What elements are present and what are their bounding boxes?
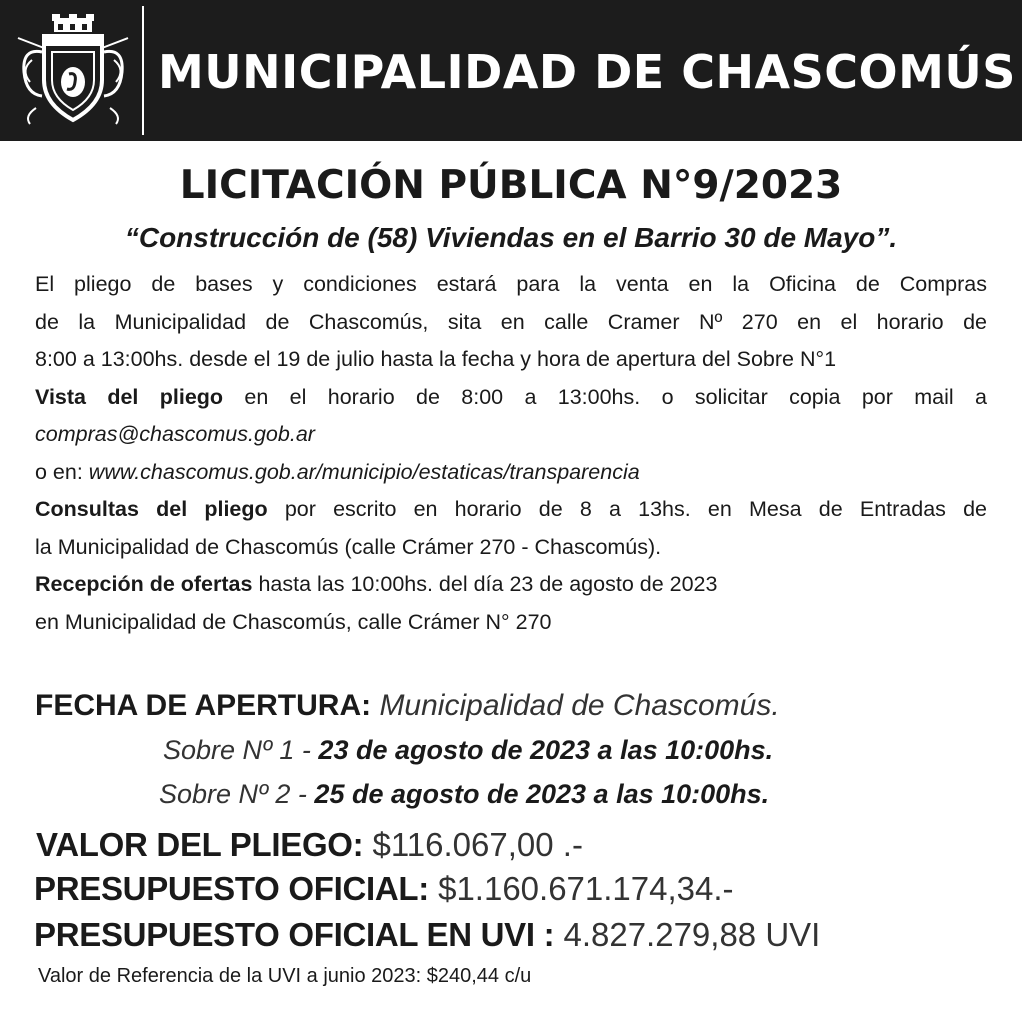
presupuesto-value: $1.160.671.174,34.- xyxy=(428,870,734,907)
web-url: www.chascomus.gob.ar/municipio/estaticas/transparencia xyxy=(88,459,640,484)
uvi-label: PRESUPUESTO OFICIAL EN UVI : xyxy=(34,916,555,953)
opening-date-heading xyxy=(35,684,995,728)
tender-body xyxy=(35,266,987,641)
sobre-2-line xyxy=(159,774,1022,814)
consultas-line xyxy=(35,491,987,529)
recepcion-text: hasta las 10:00hs. del día 23 de agosto de 2023 xyxy=(252,572,718,596)
header-title: MUNICIPALIDAD DE CHASCOMÚS xyxy=(158,45,1016,99)
email-line xyxy=(35,416,987,454)
consultas-text: por escrito en horario de 8 a 13hs. en Mesa de Entradas de xyxy=(267,497,987,521)
sobre-1-line xyxy=(163,730,1022,770)
header-banner xyxy=(0,0,1022,141)
body-line: 8:00 a 13:00hs. desde el 19 de julio hasta la fecha y hora de apertura del Sobre N°1 xyxy=(35,347,837,371)
vista-label: Vista del pliego xyxy=(35,384,224,409)
recepcion-line xyxy=(35,566,987,604)
vista-line xyxy=(35,379,987,417)
tender-title: LICITACIÓN PÚBLICA N°9/2023 xyxy=(179,163,843,208)
body-line: la Municipalidad de Chascomús (calle Crámer 270 - Chascomús). xyxy=(35,534,662,559)
presupuesto-line xyxy=(34,866,734,912)
valor-label: VALOR DEL PLIEGO: xyxy=(36,826,364,863)
presupuesto-uvi-line xyxy=(34,912,820,958)
uvi-value: 4.827.279,88 UVI xyxy=(554,916,821,953)
recepcion-label: Recepción de ofertas xyxy=(35,572,253,596)
tender-subtitle: “Construcción de (58) Viviendas en el Barrio 30 de Mayo”. xyxy=(124,222,898,253)
email-address: compras@chascomus.gob.ar xyxy=(35,422,315,446)
consultas-label: Consultas del pliego xyxy=(35,497,268,521)
valor-value: $116.067,00 .- xyxy=(363,826,583,863)
header-divider xyxy=(142,6,144,135)
sobre-2-date: 25 de agosto de 2023 a las 10:00hs. xyxy=(314,779,770,809)
opening-label: FECHA DE APERTURA: xyxy=(35,689,372,722)
presupuesto-label: PRESUPUESTO OFICIAL: xyxy=(34,870,429,907)
body-line: de la Municipalidad de Chascomús, sita en calle Cramer Nº 270 en el horario de xyxy=(35,309,987,334)
sobre-2-label: Sobre Nº 2 - xyxy=(159,779,315,809)
uvi-reference-note: Valor de Referencia de la UVI a junio 2023: $240,44 c/u xyxy=(38,965,532,987)
sobre-1-date: 23 de agosto de 2023 a las 10:00hs. xyxy=(318,735,774,765)
web-line xyxy=(35,454,987,492)
web-prefix: o en: xyxy=(35,459,89,484)
body-line: en Municipalidad de Chascomús, calle Crámer N° 270 xyxy=(35,609,552,634)
body-line: El pliego de bases y condiciones estará para la venta en la Oficina de Compras xyxy=(35,272,987,296)
vista-text: en el horario de 8:00 a 13:00hs. o solicitar copia por mail a xyxy=(223,384,987,409)
valor-pliego-line xyxy=(36,822,583,868)
sobre-1-label: Sobre Nº 1 - xyxy=(163,735,319,765)
opening-place: Municipalidad de Chascomús. xyxy=(371,689,780,722)
municipal-coat-of-arms-icon xyxy=(14,12,132,130)
